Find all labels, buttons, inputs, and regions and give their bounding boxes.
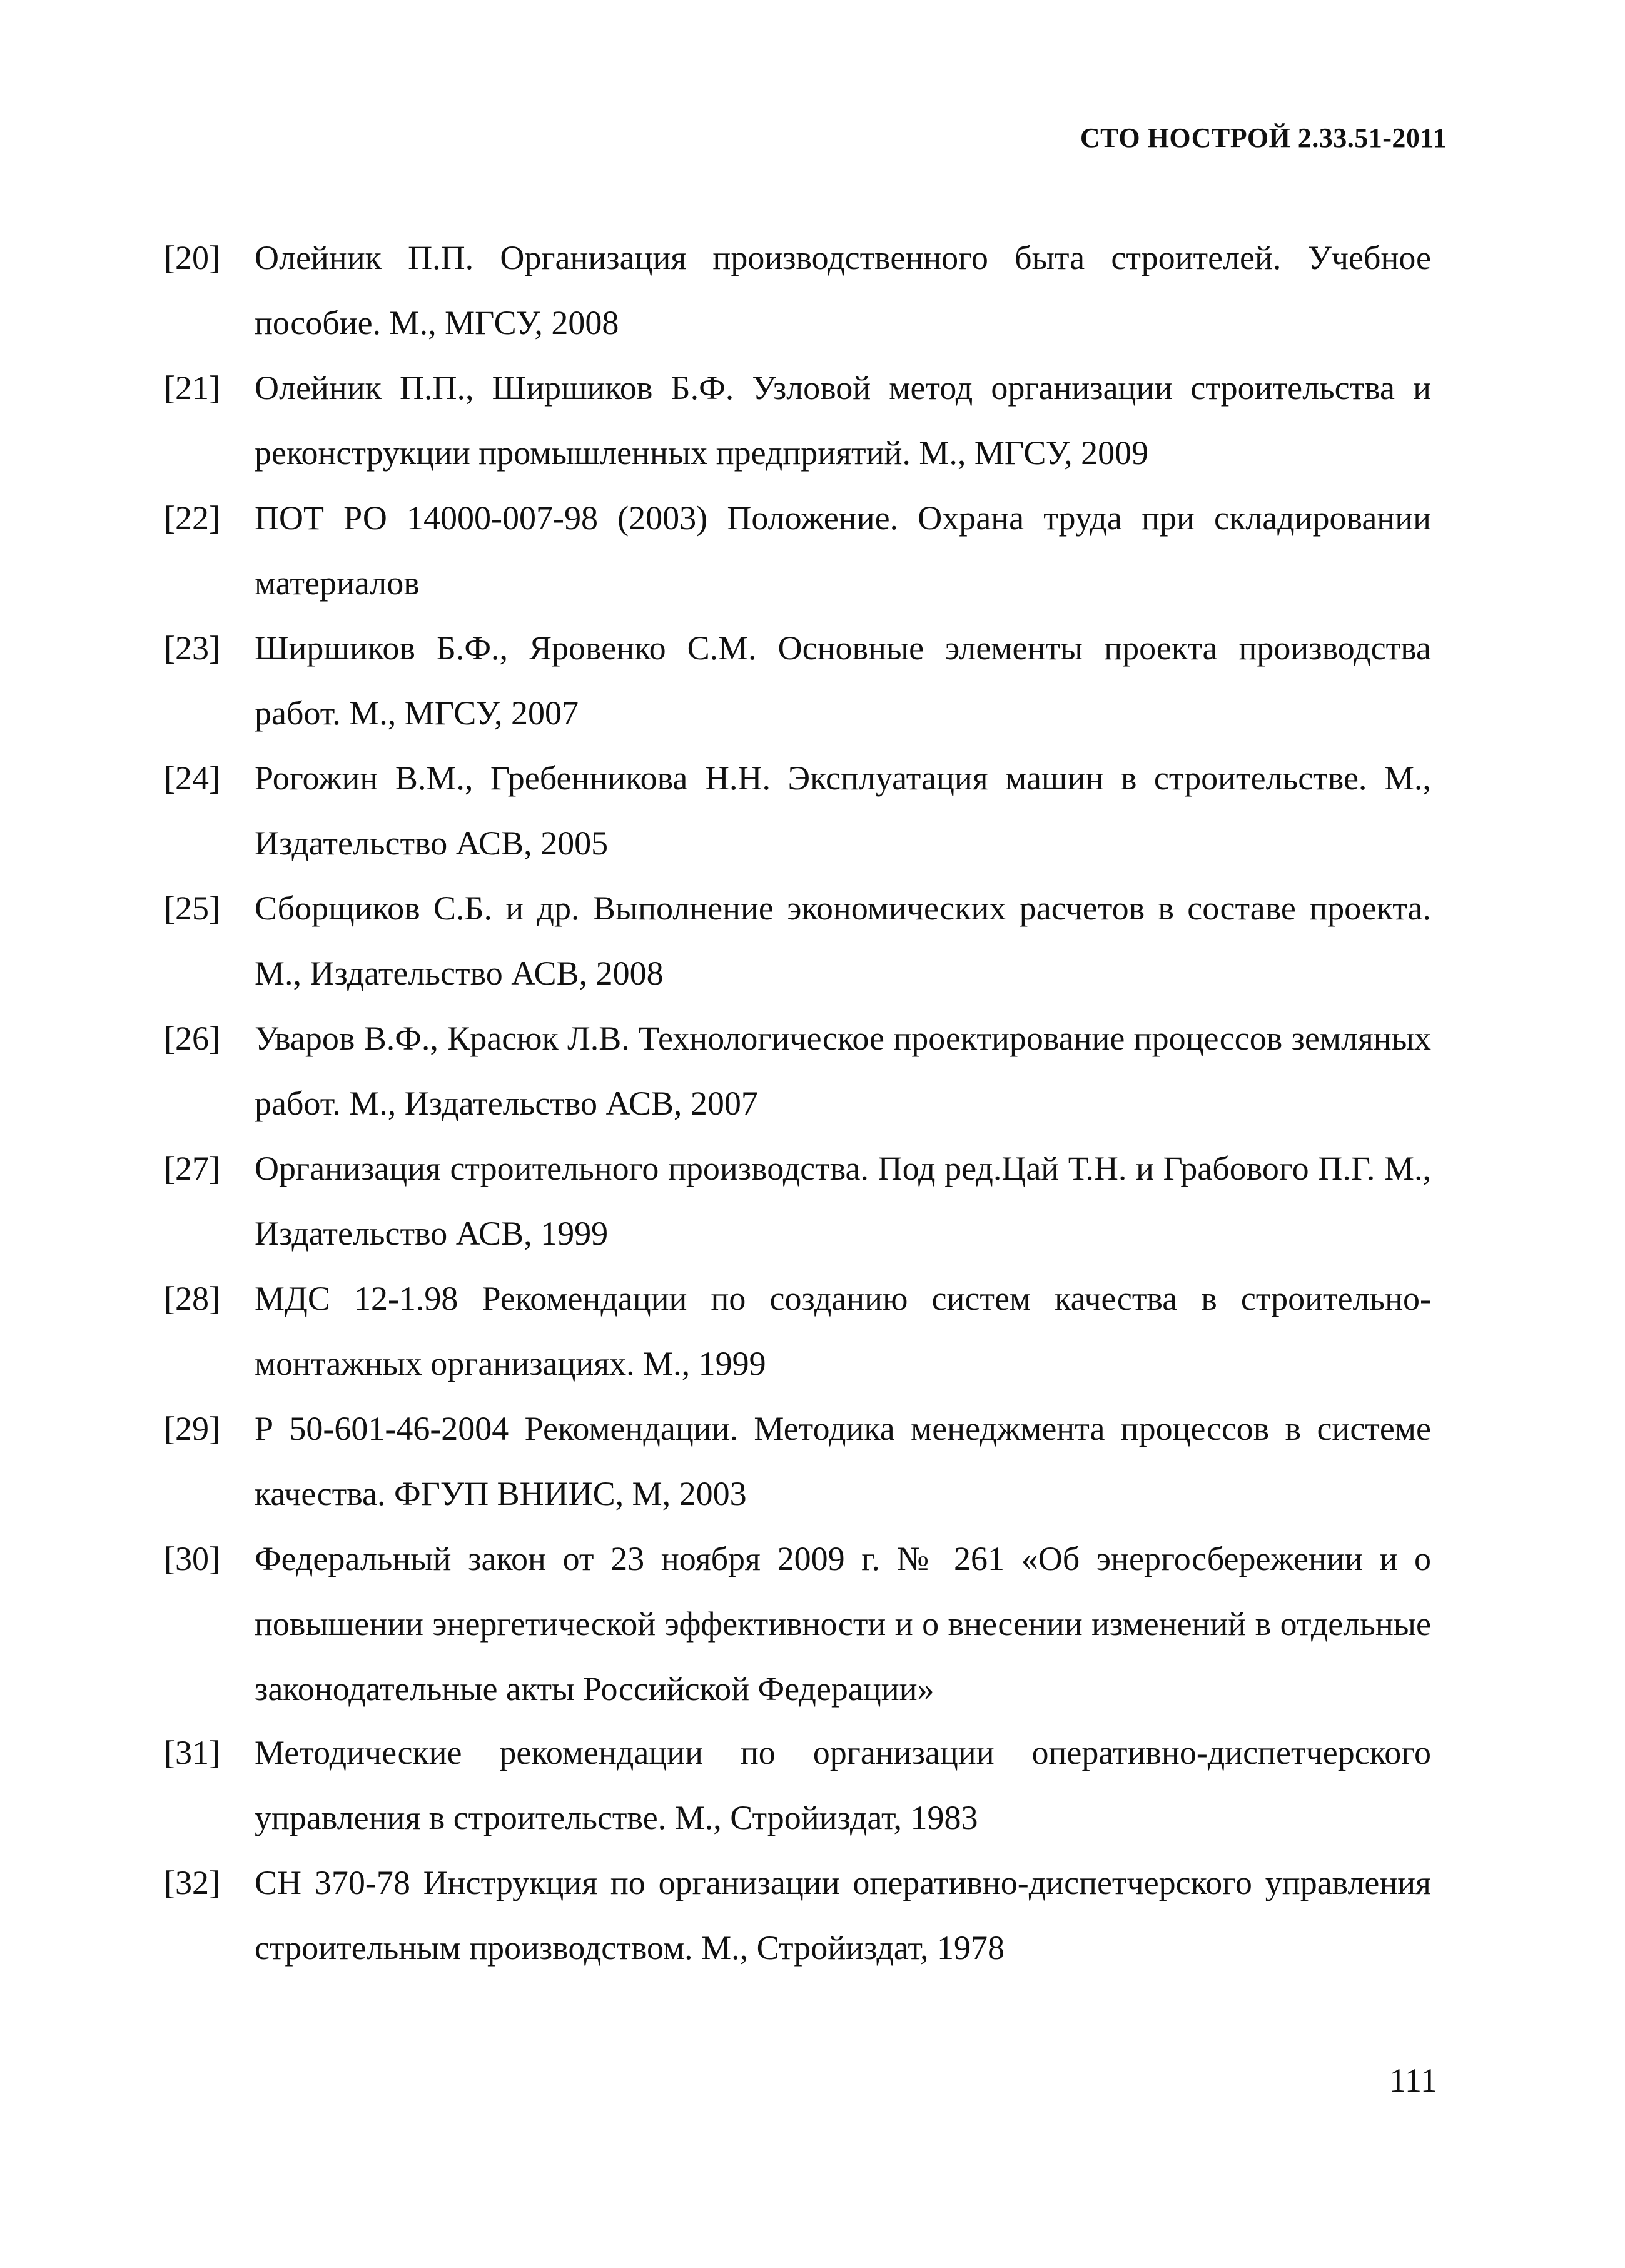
reference-number: [26] — [164, 1020, 220, 1057]
reference-number: [23] — [164, 629, 220, 667]
reference-number: [28] — [164, 1280, 220, 1317]
reference-text: СН 370-78 Инструкция по организации оперативно-диспетчерского управления строительным производством. М., Стройиздат, 1978 — [255, 1864, 1431, 1967]
reference-text: Методические рекомендации по организации оперативно-диспетчерского управления в строительстве. М., Стройиздат, 1983 — [255, 1734, 1431, 1836]
reference-number: [25] — [164, 889, 220, 927]
reference-text: Рогожин В.М., Гребенникова Н.Н. Эксплуатация машин в строительстве. М., Издательство АСВ, 2005 — [255, 759, 1431, 862]
reference-number: [32] — [164, 1864, 220, 1901]
reference-text: Федеральный закон от 23 ноября 2009 г. № 261 «Об энергосбережении и о повышении энергетической эффективности и о внесении изменений в отдельные законодательные акты Российской Федерации» — [255, 1540, 1431, 1708]
reference-number: [22] — [164, 499, 220, 537]
reference-number: [29] — [164, 1410, 220, 1447]
reference-text: Уваров В.Ф., Красюк Л.В. Технологическое проектирование процессов земляных работ. М., Издательство АСВ, 2007 — [255, 1020, 1431, 1122]
reference-number: [31] — [164, 1734, 220, 1771]
reference-text: МДС 12-1.98 Рекомендации по созданию систем качества в строительно-монтажных организациях. М., 1999 — [255, 1280, 1431, 1382]
page-number: 111 — [1389, 2062, 1437, 2099]
document-header-code: СТО НОСТРОЙ 2.33.51-2011 — [1080, 123, 1447, 153]
reference-number: [30] — [164, 1540, 220, 1577]
reference-text: Олейник П.П. Организация производственного быта строителей. Учебное пособие. М., МГСУ, 2008 — [255, 239, 1431, 342]
reference-text: Организация строительного производства. Под ред.Цай Т.Н. и Грабового П.Г. М., Издательство АСВ, 1999 — [255, 1150, 1431, 1252]
reference-number: [24] — [164, 759, 220, 797]
reference-text: Сборщиков С.Б. и др. Выполнение экономических расчетов в составе проекта. М., Издательство АСВ, 2008 — [255, 889, 1431, 992]
reference-text: Олейник П.П., Ширшиков Б.Ф. Узловой метод организации строительства и реконструкции промышленных предприятий. М., МГСУ, 2009 — [255, 369, 1431, 472]
reference-text: ПОТ РО 14000-007-98 (2003) Положение. Охрана труда при складировании материалов — [255, 499, 1431, 602]
reference-text: Р 50-601-46-2004 Рекомендации. Методика менеджмента процессов в системе качества. ФГУП ВНИИС, М, 2003 — [255, 1410, 1431, 1512]
reference-text: Ширшиков Б.Ф., Яровенко С.М. Основные элементы проекта производства работ. М., МГСУ, 2007 — [255, 629, 1431, 732]
reference-number: [20] — [164, 239, 220, 276]
reference-number: [21] — [164, 369, 220, 407]
reference-number: [27] — [164, 1150, 220, 1187]
